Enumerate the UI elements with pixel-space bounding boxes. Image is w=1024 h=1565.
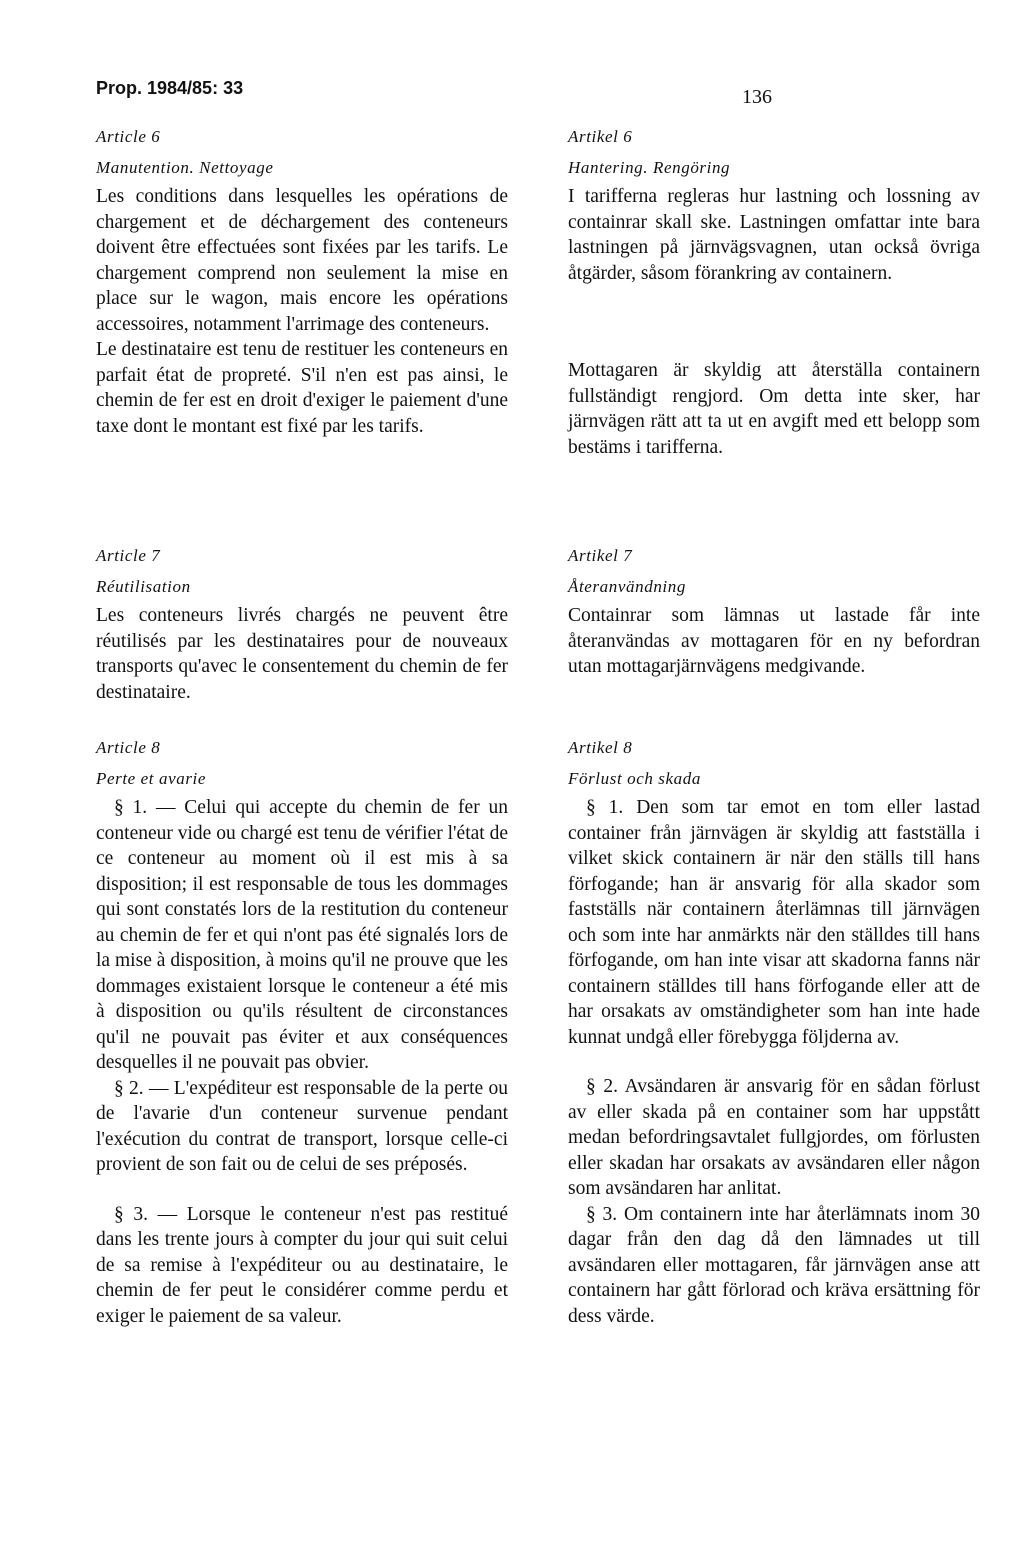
article-title: Artikel 6 bbox=[568, 127, 633, 146]
article-paragraph: Le destinataire est tenu de restituer les conteneurs en parfait état de propreté. S'il n'en est pas ainsi, le chemin de fer est en droit d'exiger le paiement d'une taxe dont le montant est fixé par les tarifs. bbox=[96, 339, 508, 437]
article-title: Article 8 bbox=[96, 738, 161, 757]
article-paragraph: Mottagaren är skyldig att återställa containern fullständigt rengjord. Om detta inte sker, har järnvägen rätt att ta ut en avgift med ett belopp som bestäms i tarifferna. bbox=[568, 360, 980, 458]
article-paragraph: Les conditions dans lesquelles les opérations de chargement et de déchargement des conteneurs doivent être effectuées sont fixées par les tarifs. Le chargement comprend non seulement la mise en place sur le wagon, mais encore les opérations accessoires, notamment l'arrimage des conteneurs. bbox=[96, 186, 508, 335]
article-title: Artikel 8 bbox=[568, 738, 633, 757]
article-paragraph: § 3. Om containern inte har återlämnats inom 30 dagar från den dag då den lämnades ut till avsändaren eller mottagaren, får järnvägen anse att containern har gått förlorad och kräva ersättning för dess värde. bbox=[568, 1203, 980, 1327]
document-reference: Prop. 1984/85: 33 bbox=[96, 78, 244, 98]
article-title: Artikel 7 bbox=[568, 546, 633, 565]
article-8-french bbox=[96, 735, 508, 1329]
article-paragraph: § 2. — L'expéditeur est responsable de la perte ou de l'avarie d'un conteneur survenue pendant l'exécution du contrat de transport, lorsque celle-ci provient de son fait ou de celui de ses préposés. bbox=[96, 1077, 508, 1175]
article-subtitle: Réutilisation bbox=[96, 576, 191, 596]
article-6-swedish bbox=[568, 124, 980, 460]
article-subtitle: Perte et avarie bbox=[96, 768, 207, 788]
article-paragraph: Les conteneurs livrés chargés ne peuvent être réutilisés par les destinataires pour de nouveaux transports qu'avec le consentement du chemin de fer destinataire. bbox=[96, 605, 508, 703]
article-subtitle: Återanvändning bbox=[568, 576, 686, 596]
article-title: Article 7 bbox=[96, 546, 161, 565]
article-paragraph: § 3. — Lorsque le conteneur n'est pas restitué dans les trente jours à compter du jour qui suit celui de sa remise à l'expéditeur ou au destinataire, le chemin de fer peut le considérer comme perdu et exiger le paiement de sa valeur. bbox=[96, 1203, 508, 1327]
article-paragraph: I tarifferna regleras hur lastning och lossning av containrar skall ske. Lastningen omfattar inte bara lastningen på järnvägsvagnen, utan också övriga åtgärder, såsom förankring av containern. bbox=[568, 186, 980, 284]
article-paragraph: Containrar som lämnas ut lastade får inte återanvändas av mottagaren för en ny befordran utan mottagarjärnvägens medgivande. bbox=[568, 605, 980, 677]
article-subtitle: Hantering. Rengöring bbox=[568, 157, 731, 177]
article-paragraph: § 1. Den som tar emot en tom eller lastad container från järnvägen är skyldig att fastställa i vilket skick containern är när den ställs till hans förfogande; han är ansvarig för alla skador som fastställs när containern återlämnas till järnvägen och som inte har anmärkts när den ställdes till hans förfogande, om han inte visar att skadorna fanns när containern ställdes till hans förfogande eller att de har orsakats av omständigheter som han inte hade kunnat undgå eller förebygga följderna av. bbox=[568, 797, 980, 1048]
article-paragraph: § 2. Avsändaren är ansvarig för en sådan förlust av eller skada på en container som har uppstått medan befordringsavtalet fullgjordes, om förlusten eller skadan har orsakats av avsändaren eller någon som avsändaren har anlitat. bbox=[568, 1076, 980, 1199]
article-8-swedish bbox=[568, 735, 980, 1329]
article-7-swedish bbox=[568, 543, 980, 680]
article-paragraph: § 1. — Celui qui accepte du chemin de fer un conteneur vide ou chargé est tenu de vérifier l'état de ce conteneur au moment où il est mis à sa disposition; il est responsable de tous les dommages qui sont constatés lors de la restitution du conteneur au chemin de fer et qui n'ont pas été signalés lors de la mise à disposition, à moins qu'il ne prouve que les dommages existaient lorsque le conteneur a été mis à disposition ou qu'ils résultent de circonstances qu'il ne pouvait pas éviter et aux conséquences desquelles il ne pouvait pas obvier. bbox=[96, 797, 508, 1073]
article-title: Article 6 bbox=[96, 127, 161, 146]
article-7-french bbox=[96, 543, 508, 705]
article-subtitle: Manutention. Nettoyage bbox=[96, 157, 274, 177]
article-6-french bbox=[96, 124, 508, 439]
article-subtitle: Förlust och skada bbox=[568, 768, 701, 788]
page-number: 136 bbox=[742, 86, 772, 108]
